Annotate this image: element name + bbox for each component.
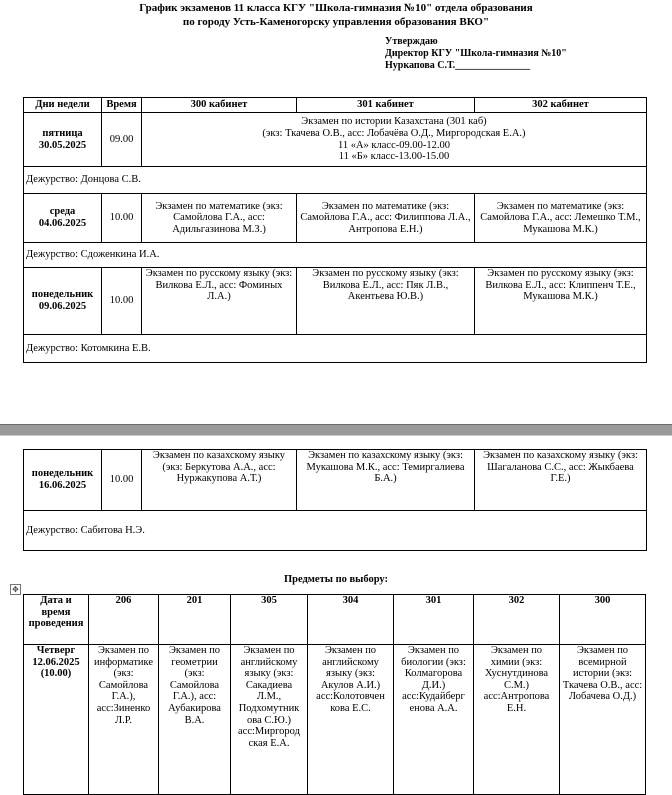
table-header-row xyxy=(24,98,647,113)
exam-cell xyxy=(142,113,647,167)
table-move-handle-icon[interactable]: ✥ xyxy=(10,584,21,595)
col-header-room-300: 300 кабинет xyxy=(142,98,297,113)
col-header-room-304: 304 xyxy=(308,595,394,645)
col-header-room-201: 201 xyxy=(159,595,231,645)
time-cell: 10.00 xyxy=(102,450,142,511)
col-header-room-305: 305 xyxy=(231,595,308,645)
col-header-room-206: 206 xyxy=(89,595,159,645)
table-row xyxy=(24,113,647,167)
col-header-room-300: 300 xyxy=(560,595,646,645)
day-date: 16.06.2025 xyxy=(38,480,87,491)
exam-staff: (экз: Ткачева О.В., асс: Лобачёва О.Д., Миргородская Е.А.) xyxy=(262,127,526,139)
day-date: 04.06.2025 xyxy=(38,218,87,229)
duty-row xyxy=(24,167,647,194)
time-cell: 10.00 xyxy=(102,268,142,335)
exam-time-a: 11 «А» класс-09.00-12.00 xyxy=(337,139,450,151)
document-title-line-1: График экзаменов 11 класса КГУ "Школа-гимназия №10" отдела образования xyxy=(139,2,533,14)
col-header-room-302: 302 кабинет xyxy=(475,98,647,113)
exam-cell-302: Экзамен по русскому языку (экз: Вилкова Е.Л., асс: Клиппенч Т.Е., Мукашова М.К.) xyxy=(475,268,647,335)
table-row xyxy=(24,268,647,335)
day-date: 09.06.2025 xyxy=(38,301,87,312)
exam-date-cell: Четверг 12.06.2025 (10.00) xyxy=(24,645,89,795)
duty-row xyxy=(24,335,647,363)
col-header-room-301: 301 xyxy=(394,595,474,645)
table-row xyxy=(24,645,646,795)
day-cell xyxy=(24,450,102,511)
col-header-room-302: 302 xyxy=(474,595,560,645)
time-cell: 10.00 xyxy=(102,194,142,243)
exam-schedule-table xyxy=(23,97,647,363)
approval-block xyxy=(385,36,567,72)
exam-cell-300: Экзамен по русскому языку (экз: Вилкова Е.Л., асс: Фоминых Л.А.) xyxy=(142,268,297,335)
page-break-separator xyxy=(0,424,672,436)
exam-cell-302: Экзамен по казахскому языку (экз: Шагаланова С.С., асс: Жыкбаева Г.Е.) xyxy=(475,450,647,511)
duty-cell: Дежурство: Котомкина Е.В. xyxy=(24,335,647,363)
approve-position: Директор КГУ "Школа-гимназия №10" xyxy=(385,48,567,59)
duty-row xyxy=(24,243,647,268)
exam-title: Экзамен по истории Казахстана (301 каб) xyxy=(301,116,487,128)
col-header-time: Время xyxy=(102,98,142,113)
day-cell xyxy=(24,268,102,335)
exam-cell-305: Экзамен по английскому языку (экз: Сакадиева Л.М., Подхомутник ова С.Ю.) асс:Миргород ская Е.А. xyxy=(231,645,308,795)
exam-cell-300: Экзамен по всемирной истории (экз: Ткачева О.В., асс: Лобачева О.Д.) xyxy=(560,645,646,795)
exam-cell-302: Экзамен по химии (экз: Хуснутдинова С.М.) асс:Антропова Е.Н. xyxy=(474,645,560,795)
exam-schedule-table-continued xyxy=(23,449,647,551)
exam-cell-301: Экзамен по биологии (экз: Колмагорова Д.И.) асс:Кудайберг енова А.А. xyxy=(394,645,474,795)
exam-cell-301: Экзамен по русскому языку (экз: Вилкова Е.Л., асс: Пяк Л.В., Акентьева Ю.В.) xyxy=(297,268,475,335)
day-name: пятница xyxy=(42,127,83,139)
col-header-date: Дата и время проведения xyxy=(24,595,89,645)
table-row xyxy=(24,450,647,511)
exam-cell-301: Экзамен по математике (экз: Самойлова Г.А., асс: Филиппова Л.А., Антропова Е.Н.) xyxy=(297,194,475,243)
exam-time-b: 11 «Б» класс-13.00-15.00 xyxy=(338,151,450,163)
document-title-line-2: по городу Усть-Каменогорску управления образования ВКО" xyxy=(182,16,490,28)
approve-label: Утверждаю xyxy=(385,36,438,47)
col-header-day: Дни недели xyxy=(24,98,102,113)
exam-cell-206: Экзамен по информатике (экз: Самойлова Г.А.), асс:Зиненко Л.Р. xyxy=(89,645,159,795)
electives-header-row xyxy=(24,595,646,645)
exam-cell-300: Экзамен по казахскому языку (экз: Беркутова А.А., асс: Нуржакупова А.Т.) xyxy=(142,450,297,511)
day-date: 30.05.2025 xyxy=(38,139,87,151)
electives-title: Предметы по выбору: xyxy=(283,574,389,585)
col-header-room-301: 301 кабинет xyxy=(297,98,475,113)
table-row xyxy=(24,194,647,243)
day-name: среда xyxy=(49,206,76,218)
day-cell xyxy=(24,113,102,167)
duty-row xyxy=(24,511,647,551)
approve-signature: Нуркапова С.Т._______________ xyxy=(385,60,531,71)
duty-cell: Дежурство: Сабитова Н.Э. xyxy=(24,511,647,551)
exam-cell-304: Экзамен по английскому языку (экз: Акулов А.И.) асс:Колотовчен кова Е.С. xyxy=(308,645,394,795)
exam-cell-301: Экзамен по казахскому языку (экз: Мукашова М.К., асс: Темиргалиева Б.А.) xyxy=(297,450,475,511)
day-name: понедельник xyxy=(31,289,94,301)
exam-cell-300: Экзамен по математике (экз: Самойлова Г.А., асс: Адильгазинова М.З.) xyxy=(142,194,297,243)
day-name: понедельник xyxy=(31,468,94,480)
time-cell: 09.00 xyxy=(102,113,142,167)
duty-cell: Дежурство: Донцова С.В. xyxy=(24,167,647,194)
exam-cell-201: Экзамен по геометрии (экз: Самойлова Г.А.), асс: Аубакирова В.А. xyxy=(159,645,231,795)
day-cell xyxy=(24,194,102,243)
duty-cell: Дежурство: Сдоженкина И.А. xyxy=(24,243,647,268)
electives-table xyxy=(23,594,646,795)
exam-cell-302: Экзамен по математике (экз: Самойлова Г.А., асс: Лемешко Т.М., Мукашова М.К.) xyxy=(475,194,647,243)
